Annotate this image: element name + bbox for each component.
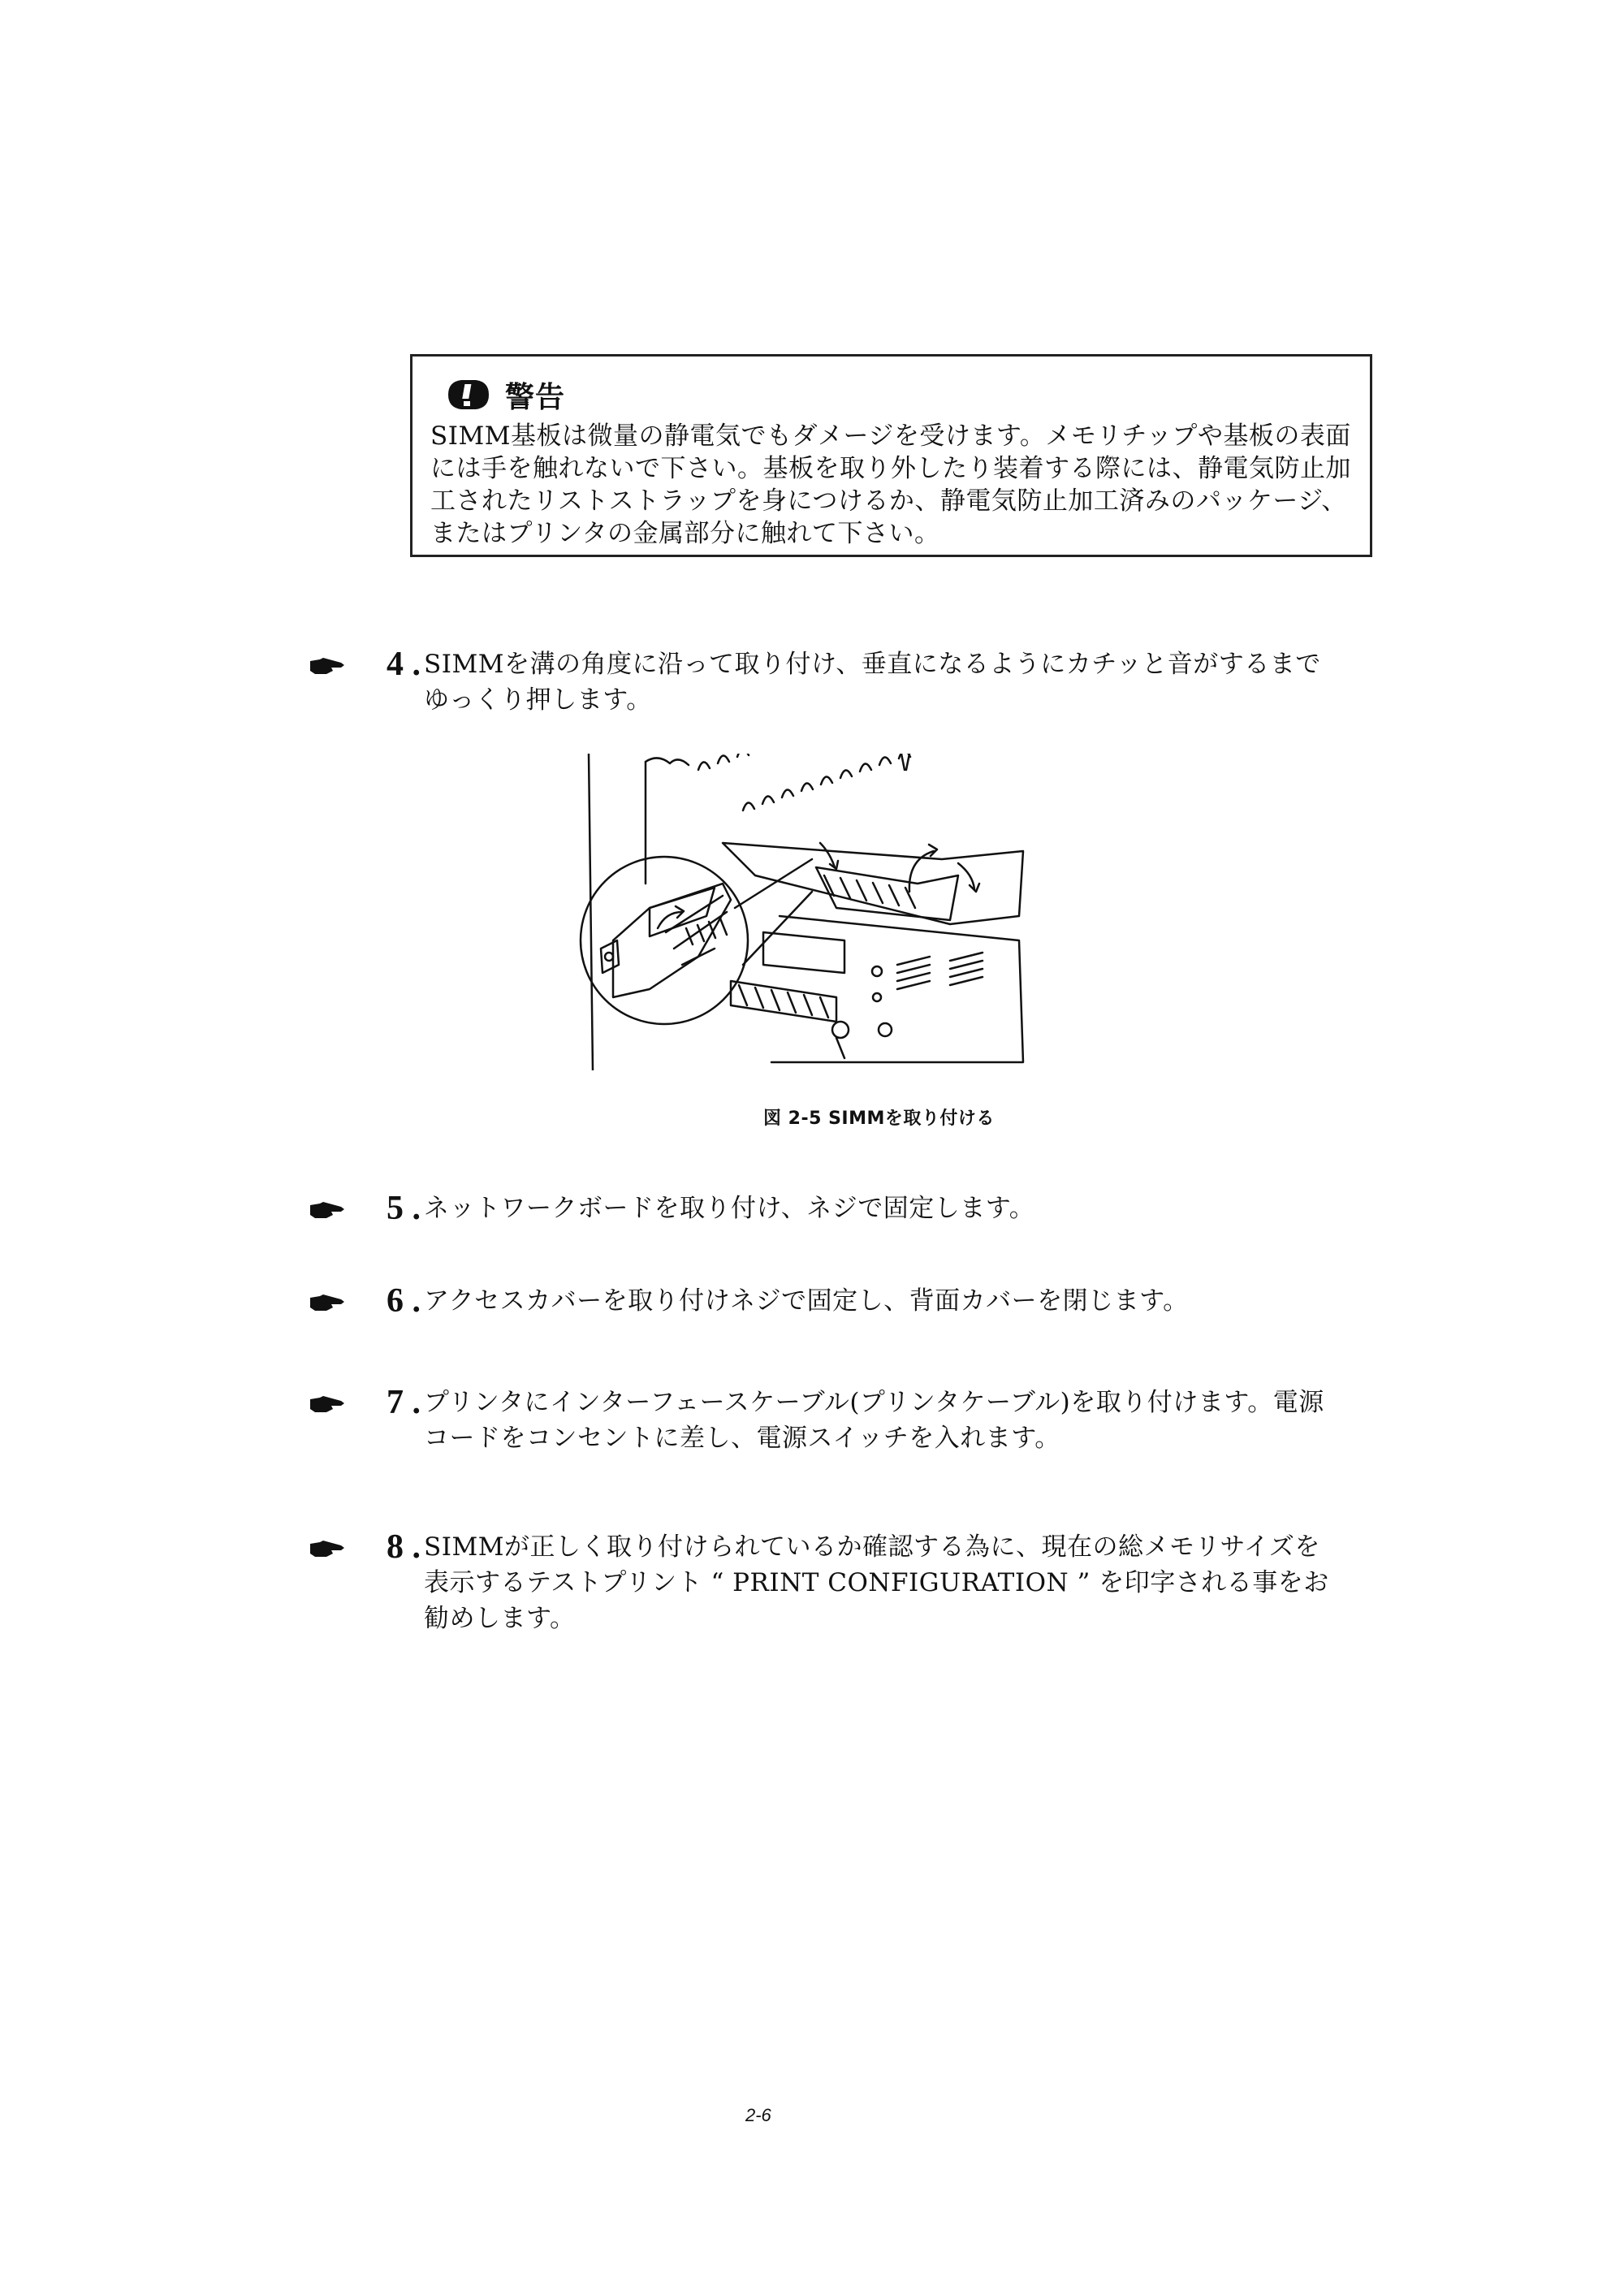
step-6 bbox=[309, 1283, 1380, 1319]
pointing-hand-icon bbox=[309, 1394, 346, 1414]
pointing-hand-icon bbox=[309, 1293, 346, 1312]
step-number: 4 . bbox=[387, 646, 421, 683]
step-text: SIMMが正しく取り付けられているか確認する為に、現在の総メモリサイズを表示するテストプリント “ PRINT CONFIGURATION ” を印字される事をお勧めします。 bbox=[424, 1532, 1329, 1633]
pointing-hand-icon bbox=[309, 1539, 346, 1558]
step-7 bbox=[309, 1385, 1380, 1456]
step-number: 5 . bbox=[387, 1190, 421, 1227]
step-text: アクセスカバーを取り付けネジで固定し、背面カバーを閉じます。 bbox=[424, 1286, 1189, 1316]
step-text: ネットワークボードを取り付け、ネジで固定します。 bbox=[424, 1194, 1035, 1223]
step-4 bbox=[309, 646, 1380, 718]
warning-box bbox=[410, 354, 1372, 557]
warning-header bbox=[430, 374, 1352, 415]
pointing-hand-icon bbox=[309, 656, 346, 676]
step-5 bbox=[309, 1191, 1380, 1226]
step-number: 7 . bbox=[387, 1384, 421, 1421]
warning-exclamation-icon bbox=[443, 377, 494, 413]
warning-text: SIMM基板は微量の静電気でもダメージを受けます。メモリチップや基板の表面には手を触れないで下さい。基板を取り外したり装着する際には、静電気防止加工されたリストストラップを身につけるか、静電気防止加工済みのパッケージ、またはプリンタの金属部分に触れて下さい。 bbox=[430, 421, 1351, 548]
step-number: 6 . bbox=[387, 1282, 421, 1320]
page-number: 2-6 bbox=[745, 2105, 771, 2125]
simm-install-illustration bbox=[568, 754, 1035, 1070]
pointing-hand-icon bbox=[309, 1200, 346, 1220]
step-number: 8 . bbox=[387, 1528, 421, 1566]
step-text: プリンタにインターフェースケーブル(プリンタケーブル)を取り付けます。電源コードをコンセントに差し、電源スイッチを入れます。 bbox=[424, 1388, 1324, 1453]
step-8 bbox=[309, 1529, 1380, 1636]
warning-title: 警告 bbox=[505, 380, 566, 414]
step-text: SIMMを溝の角度に沿って取り付け、垂直になるようにカチッと音がするまでゆっくり押します。 bbox=[424, 650, 1321, 715]
figure-caption: 図 2-5 SIMMを取り付ける bbox=[763, 1109, 995, 1129]
